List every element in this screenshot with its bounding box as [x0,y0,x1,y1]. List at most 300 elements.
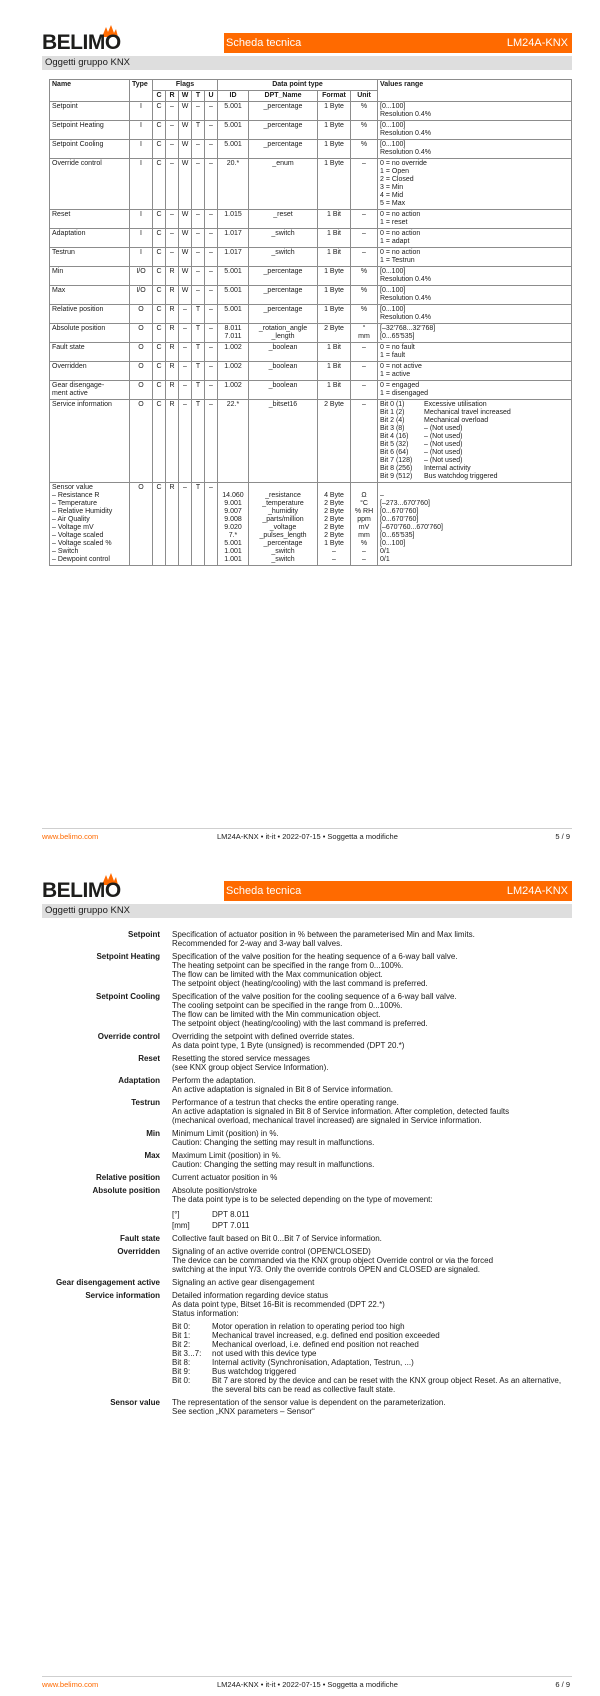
cell-flag: – [205,381,218,400]
description-line: Signaling of an active override control (OPEN/CLOSED) [172,1247,371,1256]
value-line: 1 = disengaged [380,390,429,397]
description-row [42,1398,572,1416]
cell-flag: T [192,324,205,343]
product-name: LM24A-KNX [506,37,568,49]
cell-flag: – [179,324,192,343]
cell-type: O [130,381,153,400]
description-line: The cooling setpoint can be specified in the range from 0...100%. [172,1001,403,1010]
cell-flag: – [179,362,192,381]
object-label: Max [144,1151,160,1160]
cell-name: Overridden [50,362,130,381]
cell-format: 1 Bit [318,210,351,229]
cell-flag: W [179,121,192,140]
header-bar [224,33,572,53]
cell-name: Testrun [50,248,130,267]
status-bit-text: Mechanical travel increased, e.g. defined end position exceeded [212,1331,440,1340]
object-description [172,1234,572,1243]
status-bit-text: Bit 7 are stored by the device and can be reset with the KNX group object Reset. As an alternative, the several bits can be read as collective fault state. [212,1376,562,1394]
object-label: Relative position [95,1173,160,1182]
dpt-id: DPT 7.011 [212,1221,250,1230]
value-line: [0...100] [380,122,406,129]
object-label: Setpoint Heating [96,952,160,961]
status-bit-index: Bit 3...7: [172,1349,202,1358]
cell-flag: – [205,343,218,362]
cell-type: I [130,248,153,267]
cell-values [378,159,572,210]
cell-unit: – [351,343,378,362]
bit-meaning: Mechanical overload [424,417,489,424]
description-line: Detailed information regarding device status [172,1291,329,1300]
cell-flag: – [192,248,205,267]
object-label: Setpoint Cooling [96,992,160,1001]
object-description [172,1098,572,1125]
cell-flag: R [166,286,179,305]
status-bit-text: Motor operation in relation to operating period too high [212,1322,405,1331]
cell-values [378,343,572,362]
cell-dpt-name: _bitset16 [249,400,318,483]
cell-name: Reset [50,210,130,229]
cell-name: Service information [50,400,130,483]
cell-flag: – [192,229,205,248]
cell-format: 1 Bit [318,248,351,267]
cell-flag: C [153,483,166,566]
description-row [42,952,572,988]
description-row [42,1129,572,1147]
cell-dpt-name: _percentage [249,121,318,140]
description-row [42,930,572,948]
cell-flag: W [179,248,192,267]
value-line: 2 = Closed [380,176,414,183]
cell-flag: – [205,362,218,381]
cell-type: O [130,305,153,324]
cell-flag: – [179,381,192,400]
description-line: Recommended for 2-way and 3-way ball valves. [172,939,343,948]
cell-dpt-name: _boolean [249,343,318,362]
table-row [50,210,572,229]
cell-unit: – [351,229,378,248]
table-row [50,248,572,267]
value-line: 0 = no fault [380,344,415,351]
footer-info: LM24A-KNX • it-it • 2022-07-15 • Soggetta a modifiche [217,832,398,841]
flag-t: T [192,91,205,102]
doc-type: Scheda tecnica [226,37,302,49]
cell-type: I [130,102,153,121]
cell-dpt-name: _boolean [249,381,318,400]
description-row [42,1098,572,1125]
cell-flag: T [192,343,205,362]
description-row [42,1054,572,1072]
dpt-option [172,1221,572,1230]
object-description [172,1076,572,1094]
bit-index: Bit 4 (16) [380,433,409,440]
description-line: The flow can be limited with the Max communication object. [172,970,383,979]
cell-flag: – [192,267,205,286]
description-line: switching at the input Y/3. Only the override controls OPEN and CLOSED are signaled. [172,1265,481,1274]
cell-dpt-name: _rotation_angle _length [249,324,318,343]
bit-index: Bit 5 (32) [380,441,409,448]
value-line: 1 = Open [380,168,409,175]
dpt-unit: [mm] [172,1221,190,1230]
object-label: Testrun [131,1098,160,1107]
description-row [42,1291,572,1394]
cell-values [378,102,572,121]
cell-flag: C [153,267,166,286]
cell-values [378,400,572,483]
cell-name: Adaptation [50,229,130,248]
status-bit [172,1358,572,1367]
cell-values [378,267,572,286]
cell-name: Absolute position [50,324,130,343]
object-label: Absolute position [92,1186,160,1195]
value-line: 5 = Max [380,200,406,207]
table-row [50,267,572,286]
bit-line [380,457,569,465]
cell-flag: – [205,102,218,121]
cell-flag: – [205,324,218,343]
section-title: Oggetti gruppo KNX [42,904,572,918]
cell-type: I [130,121,153,140]
cell-values [378,381,572,400]
object-label: Fault state [119,1234,160,1243]
cell-dpt-name: _percentage [249,286,318,305]
cell-flag: R [166,305,179,324]
cell-flag: C [153,229,166,248]
cell-flag: R [166,381,179,400]
description-line: Caution: Changing the setting may result in malfunctions. [172,1138,375,1147]
description-line: Caution: Changing the setting may result in malfunctions. [172,1160,375,1169]
cell-flag: – [179,400,192,483]
description-line: The device can be commanded via the KNX group object Override control or via the forced [172,1256,494,1265]
status-bit [172,1322,572,1331]
cell-values [378,286,572,305]
object-description [172,1398,572,1416]
cell-unit: % [351,102,378,121]
cell-flag: C [153,159,166,210]
description-line: Overriding the setpoint with defined override states. [172,1032,355,1041]
status-bit-text: Internal activity (Synchronisation, Adaptation, Testrun, ...) [212,1358,414,1367]
spacer [172,1204,572,1208]
description-line: Maximum Limit (position) in %. [172,1151,281,1160]
bit-meaning: – (Not used) [424,425,463,432]
cell-name: Relative position [50,305,130,324]
cell-flag: – [205,248,218,267]
col-flags: Flags [153,80,218,91]
cell-type: I [130,210,153,229]
object-descriptions [42,930,572,1420]
description-row [42,1151,572,1169]
cell-flag: – [192,159,205,210]
flag-c: C [153,91,166,102]
cell-id: 5.001 [218,305,249,324]
description-line: Perform the adaptation. [172,1076,256,1085]
cell-dpt-name: _switch [249,229,318,248]
object-description [172,1129,572,1147]
cell-flag: – [205,400,218,483]
cell-unit: % [351,267,378,286]
status-bit-text: not used with this device type [212,1349,317,1358]
cell-flag: C [153,102,166,121]
col-name: Name [50,80,130,102]
bit-index: Bit 9 (512) [380,473,413,480]
cell-flag: T [192,305,205,324]
status-bit [172,1367,572,1376]
cell-flag: R [166,267,179,286]
cell-format: 1 Byte [318,159,351,210]
cell-flag: W [179,286,192,305]
value-line: [0...65'535] [380,333,415,340]
description-row [42,1278,572,1287]
cell-type: I [130,159,153,210]
dpt-id: DPT 8.011 [212,1210,250,1219]
footer-info: LM24A-KNX • it-it • 2022-07-15 • Soggetta a modifiche [217,1680,398,1689]
cell-unit: % [351,305,378,324]
description-row [42,1076,572,1094]
section-title: Oggetti gruppo KNX [42,56,572,70]
value-line: Resolution 0.4% [380,295,431,302]
table-row [50,159,572,210]
cell-format: 1 Byte [318,267,351,286]
cell-values [378,210,572,229]
cell-dpt-name: _reset [249,210,318,229]
cell-values [378,362,572,381]
cell-flag: W [179,140,192,159]
cell-unit: – [351,362,378,381]
value-line: 1 = active [380,371,411,378]
cell-name: Max [50,286,130,305]
value-line: 1 = fault [380,352,406,359]
cell-type: O [130,400,153,483]
cell-id: 5.001 [218,121,249,140]
cell-id: 5.001 [218,102,249,121]
cell-flag: R [166,324,179,343]
cell-flag: – [166,248,179,267]
cell-format: 2 Byte [318,324,351,343]
cell-flag: W [179,159,192,210]
status-bit-index: Bit 2: [172,1340,191,1349]
value-line: 3 = Min [380,184,404,191]
object-label: Setpoint [128,930,160,939]
cell-values [378,229,572,248]
cell-dpt-name: _resistance _temperature _humidity _parts/million _voltage _pulses_length _percentage _switch _switch [249,483,318,566]
cell-flag: R [166,362,179,381]
status-bit-text: Bus watchdog triggered [212,1367,297,1376]
cell-flag: – [166,102,179,121]
value-line: [0...100] [380,141,406,148]
object-description [172,992,572,1028]
description-line: (mechanical overload, mechanical travel increased) are signaled in Service information. [172,1116,482,1125]
object-description [172,1054,572,1072]
logo-text: BELIMO [42,31,121,54]
cell-flag: – [192,140,205,159]
description-line: Status information: [172,1309,239,1318]
status-bit-index: Bit 9: [172,1367,191,1376]
cell-id: 5.001 [218,286,249,305]
cell-flag: C [153,305,166,324]
table-row [50,229,572,248]
cell-unit: % [351,121,378,140]
cell-name: Sensor value – Resistance R – Temperature – Relative Humidity – Air Quality – Voltage mV – Voltage scaled – Voltage scaled % – Switch – Dewpoint control [50,483,130,566]
footer [42,828,572,842]
belimo-logo [42,25,122,53]
description-line: Collective fault based on Bit 0...Bit 7 of Service information. [172,1234,382,1243]
flag-r: R [166,91,179,102]
cell-id: 1.002 [218,343,249,362]
col-unit: Unit [351,91,378,102]
description-line: Resetting the stored service messages [172,1054,310,1063]
object-description [172,952,572,988]
cell-values [378,305,572,324]
cell-format: 1 Bit [318,381,351,400]
bit-meaning: – (Not used) [424,441,463,448]
cell-flag: – [166,121,179,140]
page-number: 5 / 9 [555,832,570,841]
description-row [42,992,572,1028]
bit-line [380,425,569,433]
object-description [172,1247,572,1274]
cell-format: 1 Bit [318,229,351,248]
logo-text: BELIMO [42,879,121,902]
object-description [172,1151,572,1169]
value-line: 1 = adapt [380,238,410,245]
cell-id: 8.011 7.011 [218,324,249,343]
object-description [172,1291,572,1394]
bit-meaning: – (Not used) [424,457,463,464]
table-row [50,286,572,305]
cell-name: Gear disengage- ment active [50,381,130,400]
cell-dpt-name: _enum [249,159,318,210]
value-line: 0 = no action [380,249,421,256]
cell-flag: – [205,286,218,305]
bit-line [380,473,569,481]
description-row [42,1247,572,1274]
value-line: 0 = not active [380,363,422,370]
table-row [50,102,572,121]
description-line: The setpoint object (heating/cooling) with the last command is preferred. [172,1019,428,1028]
cell-name: Setpoint Heating [50,121,130,140]
bit-line [380,409,569,417]
col-dpt: Data point type [218,80,378,91]
object-label: Sensor value [110,1398,160,1407]
cell-flag: R [166,343,179,362]
object-label: Min [146,1129,160,1138]
col-dpt-name: DPT_Name [249,91,318,102]
cell-name: Fault state [50,343,130,362]
cell-flag: C [153,400,166,483]
bit-meaning: Excessive utilisation [424,401,487,408]
cell-type: I [130,140,153,159]
description-line: Specification of the valve position for the cooling sequence of a 6-way ball valve. [172,992,457,1001]
table-row [50,381,572,400]
description-row [42,1032,572,1050]
object-label: Gear disengagement active [55,1278,160,1287]
footer [42,1676,572,1690]
object-label: Service information [85,1291,160,1300]
status-bit [172,1340,572,1349]
cell-flag: – [205,483,218,566]
doc-type: Scheda tecnica [226,885,302,897]
cell-flag: – [192,102,205,121]
cell-flag: – [166,140,179,159]
table-row [50,400,572,483]
bit-index: Bit 1 (2) [380,409,405,416]
website-link[interactable]: www.belimo.com [42,1680,99,1689]
flag-w: W [179,91,192,102]
cell-id: 5.001 [218,140,249,159]
cell-flag: R [166,400,179,483]
website-link[interactable]: www.belimo.com [42,832,99,841]
dpt-unit: [°] [172,1210,180,1219]
value-line: 1 = Testrun [380,257,415,264]
value-line: [0...100] [380,103,406,110]
cell-flag: T [192,121,205,140]
col-type: Type [130,80,153,102]
bit-meaning: Internal activity [424,465,471,472]
cell-flag: W [179,210,192,229]
cell-id: 5.001 [218,267,249,286]
cell-type: I/O [130,267,153,286]
cell-flag: C [153,248,166,267]
value-line: 0 = no action [380,230,421,237]
cell-flag: T [192,400,205,483]
cell-flag: T [192,381,205,400]
cell-type: O [130,324,153,343]
description-line: See section „KNX parameters – Sensor“ [172,1407,315,1416]
cell-id: 1.017 [218,248,249,267]
status-bit-index: Bit 0: [172,1322,191,1331]
value-line: 4 = Mid [380,192,404,199]
description-line: The setpoint object (heating/cooling) with the last command is preferred. [172,979,428,988]
value-line: [0...100] [380,306,406,313]
cell-flag: T [192,362,205,381]
cell-id: 14.060 9.001 9.007 9.008 9.020 7.* 5.001 1.001 1.001 [218,483,249,566]
cell-flag: C [153,140,166,159]
value-line: Resolution 0.4% [380,314,431,321]
cell-flag: – [205,267,218,286]
cell-type: O [130,483,153,566]
cell-flag: C [153,362,166,381]
cell-dpt-name: _percentage [249,140,318,159]
col-values: Values range [378,80,572,102]
table-row [50,483,572,566]
bit-meaning: Mechanical travel increased [424,409,511,416]
value-line: 0 = no action [380,211,421,218]
bit-index: Bit 0 (1) [380,401,405,408]
status-bit [172,1331,572,1340]
value-line: [0...100] [380,268,406,275]
dpt-option [172,1210,572,1219]
description-line: An active adaptation is signaled in Bit 8 of Service information. [172,1085,394,1094]
cell-flag: – [166,159,179,210]
bit-index: Bit 8 (256) [380,465,413,472]
cell-format: 2 Byte [318,400,351,483]
description-line: The heating setpoint can be specified in the range from 0...100%. [172,961,404,970]
cell-flag: W [179,102,192,121]
col-id: ID [218,91,249,102]
value-line: 0 = engaged [380,382,420,389]
cell-dpt-name: _percentage [249,305,318,324]
page-2 [0,848,600,1696]
cell-format: 1 Byte [318,305,351,324]
object-description [172,1173,572,1182]
bit-line [380,465,569,473]
value-line: Resolution 0.4% [380,111,431,118]
bit-index: Bit 6 (64) [380,449,409,456]
cell-unit: – [351,248,378,267]
cell-dpt-name: _percentage [249,102,318,121]
cell-unit: – [351,400,378,483]
bit-index: Bit 2 (4) [380,417,405,424]
object-description [172,1186,572,1230]
